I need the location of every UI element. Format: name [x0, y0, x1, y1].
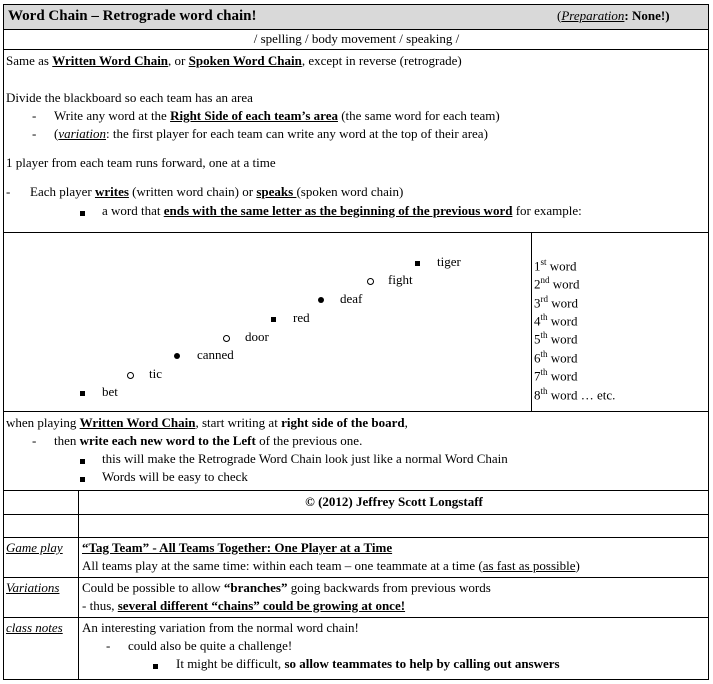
word-item [318, 291, 362, 307]
preparation-note [557, 8, 670, 24]
prep-open: ( [557, 8, 562, 23]
emphasis: writes [94, 184, 129, 199]
word-text: red [293, 310, 310, 325]
circle-bullet-icon [223, 335, 230, 342]
text: , [404, 415, 408, 430]
game-play-desc [82, 558, 580, 574]
written-word-chain-link[interactable]: Written Word Chain [79, 415, 196, 430]
class-notes-line-3 [176, 656, 560, 672]
intro-text: Same as [6, 53, 53, 68]
word-text: tiger [437, 254, 461, 269]
square-bullet-icon [80, 452, 85, 468]
word-item [415, 254, 461, 270]
divider [3, 232, 709, 233]
intro-text: , or [168, 53, 189, 68]
skills-line: / spelling / body movement / speaking / [253, 31, 460, 46]
divider [3, 411, 709, 412]
runs-forward-line: 1 player from each team runs forward, one at a time [6, 155, 276, 170]
dash-bullet: - [32, 108, 37, 123]
square-bullet-icon [153, 657, 158, 673]
emphasis: ends with the same letter as the beginning of the previous word [163, 203, 513, 218]
word-item [127, 366, 162, 382]
word-text: canned [197, 347, 234, 362]
divider [3, 490, 709, 491]
game-play-label: Game play [6, 540, 63, 555]
class-notes-line-1: An interesting variation from the normal word chain! [82, 620, 359, 635]
divider [3, 29, 709, 30]
text: - thus, [82, 598, 118, 613]
page-title: Word Chain – Retrograde word chain! [8, 8, 257, 24]
text: when playing [6, 415, 80, 430]
ordinal-label: 2nd word [534, 275, 580, 292]
square-bullet-icon [271, 317, 276, 322]
text: All teams play at the same time: within each team – one teammate at a time ( [82, 558, 483, 573]
when-playing-line [6, 415, 408, 431]
square-bullet-icon [415, 261, 420, 266]
dash-bullet: - [32, 126, 37, 141]
ordinal-label: 5th word [534, 330, 578, 347]
ends-with-line [102, 203, 582, 219]
each-player-line [30, 184, 403, 200]
text: Write any word at the [54, 108, 171, 123]
word-text: tic [149, 366, 162, 381]
circle-bullet-icon [127, 372, 134, 379]
class-notes-label: class notes [6, 620, 63, 635]
emphasis: “branches” [223, 580, 288, 595]
then-write-line [54, 433, 362, 449]
text: Could be possible to allow [82, 580, 224, 595]
text: Each player [30, 184, 95, 199]
emphasis: write each new word to the Left [79, 433, 256, 448]
look-like-line: this will make the Retrograde Word Chain look just like a normal Word Chain [102, 451, 508, 466]
copyright: © (2012) Jeffrey Scott Longstaff [305, 494, 483, 509]
word-item [271, 310, 310, 326]
square-bullet-icon [80, 391, 85, 396]
intro-text: , except in reverse (retrograde) [301, 53, 462, 68]
text: going backwards from previous words [287, 580, 491, 595]
text: of the previous one. [255, 433, 363, 448]
text: (spoken word chain) [296, 184, 404, 199]
text: : the first player for each team can write any word at the top of their area) [106, 126, 488, 141]
square-bullet-icon [80, 470, 85, 486]
word-text: deaf [340, 291, 363, 306]
word-item [367, 272, 413, 288]
game-play-title: “Tag Team” - All Teams Together: One Player at a Time [82, 540, 393, 555]
emphasis: right side of the board [281, 415, 405, 430]
text: a word that [102, 203, 164, 218]
class-notes-line-2: could also be quite a challenge! [128, 638, 293, 653]
ordinal-label: 6th word [534, 349, 578, 366]
text: for example: [512, 203, 582, 218]
text: ( [54, 126, 59, 141]
word-text: door [245, 329, 269, 344]
divider [3, 537, 709, 538]
word-text: fight [388, 272, 413, 287]
divide-line: Divide the blackboard so each team has an area [6, 90, 253, 105]
divider [78, 490, 79, 680]
divider [3, 577, 709, 578]
emphasis: speaks [256, 184, 297, 199]
emphasis: as fast as possible [482, 558, 576, 573]
written-word-chain-link[interactable]: Written Word Chain [52, 53, 169, 68]
word-item [174, 347, 234, 363]
variations-line-2 [82, 598, 405, 614]
divider [3, 617, 709, 618]
text: then [54, 433, 80, 448]
dash-bullet: - [6, 184, 11, 199]
variations-line-1 [82, 580, 491, 596]
ordinal-label: 3rd word [534, 294, 578, 311]
dash-bullet: - [106, 638, 111, 653]
ordinal-label: 1st word [534, 257, 577, 274]
prep-label: Preparation [561, 8, 625, 23]
divider [3, 514, 709, 515]
dash-bullet: - [32, 433, 37, 448]
emphasis: several different “chains” could be growing at once! [117, 598, 406, 613]
ordinal-label: 4th word [534, 312, 578, 329]
variation-label: variation [58, 126, 107, 141]
emphasis: Right Side of each team’s area [170, 108, 338, 123]
divider [531, 232, 532, 411]
disc-bullet-icon [318, 297, 324, 303]
text: , start writing at [195, 415, 282, 430]
text: (the same word for each team) [337, 108, 500, 123]
word-item [223, 329, 269, 345]
text: ) [575, 558, 580, 573]
circle-bullet-icon [367, 278, 374, 285]
prep-value: : None!) [624, 8, 670, 23]
word-item [80, 384, 118, 400]
emphasis: so allow teammates to help by calling out answers [284, 656, 560, 671]
word-text: bet [102, 384, 118, 399]
spoken-word-chain-link[interactable]: Spoken Word Chain [188, 53, 302, 68]
variation-line [54, 126, 488, 142]
disc-bullet-icon [174, 353, 180, 359]
variations-label: Variations [6, 580, 60, 595]
text: (written word chain) or [128, 184, 257, 199]
square-bullet-icon [80, 204, 85, 220]
text: It might be difficult, [176, 656, 285, 671]
ordinal-label: 8th word … etc. [534, 386, 616, 403]
write-any-line [54, 108, 500, 124]
ordinal-label: 7th word [534, 367, 578, 384]
intro-line [6, 53, 462, 69]
divider [3, 49, 709, 50]
easy-check-line: Words will be easy to check [102, 469, 248, 484]
